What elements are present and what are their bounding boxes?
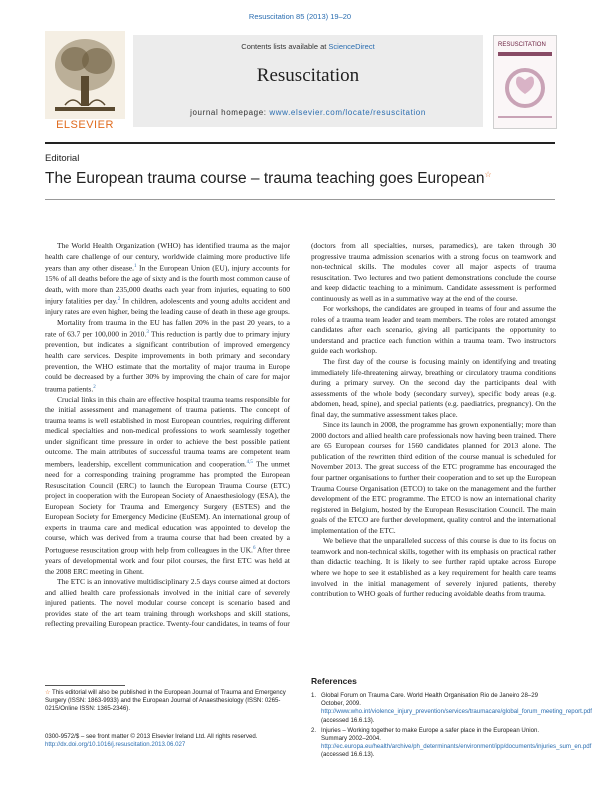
- reference-link[interactable]: 6: [252, 545, 256, 551]
- article-title: [45, 170, 492, 188]
- paragraph: We believe that the unparalleled success of this course is due to its focus on teamwork and non-technical skills, together with its emphasis on practical rather than didactic teaching. It is likely to see further rapid uptake across Europe where we hope to see it established as a key requirement for health care teams involved in the initial management of severely injured patients, thereby contribution to WHO goals of further reducing avoidable deaths from trauma.: [311, 536, 556, 599]
- journal-header-box: [133, 35, 483, 127]
- paragraph: Since its launch in 2008, the programme has grown exponentially; more than 2000 doctors and allied health care professionals now having been trained. There are 65 European courses for 1560 candidates planned for 2013 alone. The publication of the rewritten third edition of the course manual is scheduled for November 2013. The great success of the ETC programme has encouraged the four partner organisations to further their cooperation and to set up the European Trauma Course Organisation (ETCO) to take on the management and the further development of the ETC programme. The ETCO is now an international charity registered in Belgium, hosted by the European Resuscitation Council. The main goals of the ETCO are further development, quality control and the international implementation of the ETC.: [311, 420, 556, 535]
- journal-cover-thumbnail: [493, 35, 557, 129]
- reference-number: 1.: [311, 692, 317, 699]
- homepage-link[interactable]: www.elsevier.com/locate/resuscitation: [269, 108, 426, 117]
- journal-title: Resuscitation: [256, 65, 360, 86]
- references-heading: References: [311, 676, 357, 686]
- footnote: [45, 689, 290, 714]
- homepage-line: [133, 108, 483, 117]
- doi-link[interactable]: http://dx.doi.org/10.1016/j.resuscitation.2013.06.027: [45, 741, 186, 749]
- paragraph: (doctors from all specialties, nurses, paramedics), are taken through 30 progressive trauma admission scenarios with a strong focus on teamwork and non-technical skills. The modules cover all major aspects of trauma resuscitation. Two lectures and two patient demonstrations conclude the course and keep didactic teaching to a minimum. Candidate assessment is performed continuously as well as in a summative way at the end of the course.: [311, 241, 556, 303]
- right-column: [311, 241, 556, 600]
- paragraph: The ETC is an innovative multidisciplinary 2.5 days course aimed at doctors and allied health care professionals involved in the initial care of severely injured patients. The novel modular course concept is scenario based and provides state of the art team training through workshops and skill stations, reflecting prevailing European practice. Twenty-four candidates, in teams of four: [45, 577, 290, 629]
- reference-link[interactable]: 2: [93, 384, 96, 390]
- references-list: [311, 692, 592, 762]
- article-type: Editorial: [45, 153, 80, 164]
- reference-link[interactable]: 2: [117, 297, 121, 303]
- homepage-prefix: journal homepage:: [190, 108, 270, 117]
- journal-citation[interactable]: Resuscitation 85 (2013) 19–20: [248, 12, 352, 21]
- paragraph: The first day of the course is focusing mainly on identifying and treating immediately life-threatening airway, breathing or circulatory trauma conditions during a primary survey. On the second day the participants deal with assessments of the whole body (secondary survey), specific body areas (e.g. abdomen, head, spine), and special patients (e.g. paediatrics, pregnancy). On the final day, the summative assessment takes place.: [311, 357, 556, 419]
- paragraph: The World Health Organization (WHO) has identified trauma as the major health care challenge of our century, worldwide claiming more productive life years than any other disease.$^1$ In the European Union (EU), injury accounts for 15% of all deaths before the age of sixty and is the fourth most common cause of death, with more than 235,000 deaths each year from injuries, equating to 600 injury fatalities per day.$^2$ In children, adolescents and young adults accident and injury rates are even higher, being the leading cause of death in these age groups.: [45, 241, 291, 317]
- title-rule: [45, 199, 555, 200]
- paragraph: Crucial links in this chain are effective hospital trauma teams responsible for the initial assessment and management of trauma patients. The concept of trauma teams is well established in most European countries, requiring different medical specialties and non-medical professions to work seamlessly together under significant time pressure in order to achieve the best possible patient outcome. The main attributes of successful trauma teams are competent team members, leadership, excellent communication and cooperation.$^{4,5}$ The unmet need for a corresponding training programme has prompted the European Resuscitation Council (ERC) to launch the European Trauma Course (ETC) project in cooperation with the European Society of Anaesthesiology (ESA), the European Society for Trauma and Emergency Surgery (ESTES) and the European Society for Emergency Medicine (EuSEM). An international group of experts in trauma care and medical education was appointed to develop the course, which was derived from a trauma course that had been created by a Portuguese resuscitation group with help from colleagues in the UK.$^6$ After three years of developmental work and four pilot courses, the first ETC was held at the 2008 ERC meeting in Ghent.: [45, 394, 290, 576]
- reference-link[interactable]: 3: [146, 330, 149, 336]
- paragraph: Mortality from trauma in the EU has fallen 20% in the past 20 years, to a rate of 63.7 per 100,000 in 2010.$^3$ This reduction is partly due to primary injury prevention, but indicates a significant contribution of improved emergency health care services. Despite improvements in both primary and secondary prevention, the WHO estimate that the mortality of major trauma in Europe could be decreased by a further 30% by improving the chain of care for major trauma patients.$^2$: [45, 317, 291, 394]
- bottom-info: [45, 733, 290, 750]
- elsevier-tree-icon: [45, 31, 125, 119]
- footnote-rule: [45, 685, 125, 686]
- title-footnote-mark[interactable]: ☆: [484, 170, 492, 179]
- masthead: [45, 27, 555, 137]
- footnote-mark: ☆: [45, 689, 51, 696]
- header-rule: [45, 142, 555, 144]
- left-column: [45, 241, 290, 630]
- reference-item: 1. Global Forum on Trauma Care. World Health Organisation Rio de Janeiro 28–29 October, 2009. http://www.who.int/violence_injury_prevention/services/traumacare/global_forum_meeting_report.pdf (accessed 16.6.13).: [311, 692, 592, 724]
- sciencedirect-link[interactable]: ScienceDirect: [328, 42, 375, 51]
- reference-url[interactable]: http://ec.europa.eu/health/archive/ph_determinants/environment/ipp/documents/injuries_sum_en.pdf: [321, 743, 592, 751]
- reference-url[interactable]: http://www.who.int/violence_injury_prevention/services/traumacare/global_forum_meeting_report.pdf: [321, 708, 592, 716]
- issn-line: 0300-9572/$ – see front matter © 2013 Elsevier Ireland Ltd. All rights reserved.: [45, 733, 258, 740]
- contents-line: [133, 42, 483, 51]
- cover-title: RESUSCITATION: [498, 42, 546, 48]
- paragraph: For workshops, the candidates are grouped in teams of four and assume the roles of a trauma team leader and team members. The roles are rotated amongst candidates after each scenario, giving all participants the opportunity to understand and practice each function within a trauma team. Two instructors guide each workshop.: [311, 304, 556, 356]
- publisher-name: ELSEVIER: [56, 119, 114, 131]
- reference-link[interactable]: 4,5: [246, 460, 253, 465]
- reference-link[interactable]: 1: [134, 264, 137, 270]
- article-title-text: The European trauma course – trauma teaching goes European: [45, 170, 485, 188]
- reference-number: 2.: [311, 726, 317, 734]
- reference-item: 2. Injuries – Working together to make Europe a safer place in the European Union. Summary 2002–2004. http://ec.europa.eu/health/archive/ph_determinants/environment/ipp/documents/injuries_sum_en.pdf (accessed 16.6.13).: [311, 726, 592, 759]
- footnote-text: This editorial will also be published in the European Journal of Trauma and Emergency Surgery (ISSN: 1863-9933) and the European Journal of Anaesthesiology (ISSN: 0265-0215/Online ISSN: 1365-2346).: [45, 689, 286, 713]
- contents-prefix: Contents lists available at: [241, 42, 329, 51]
